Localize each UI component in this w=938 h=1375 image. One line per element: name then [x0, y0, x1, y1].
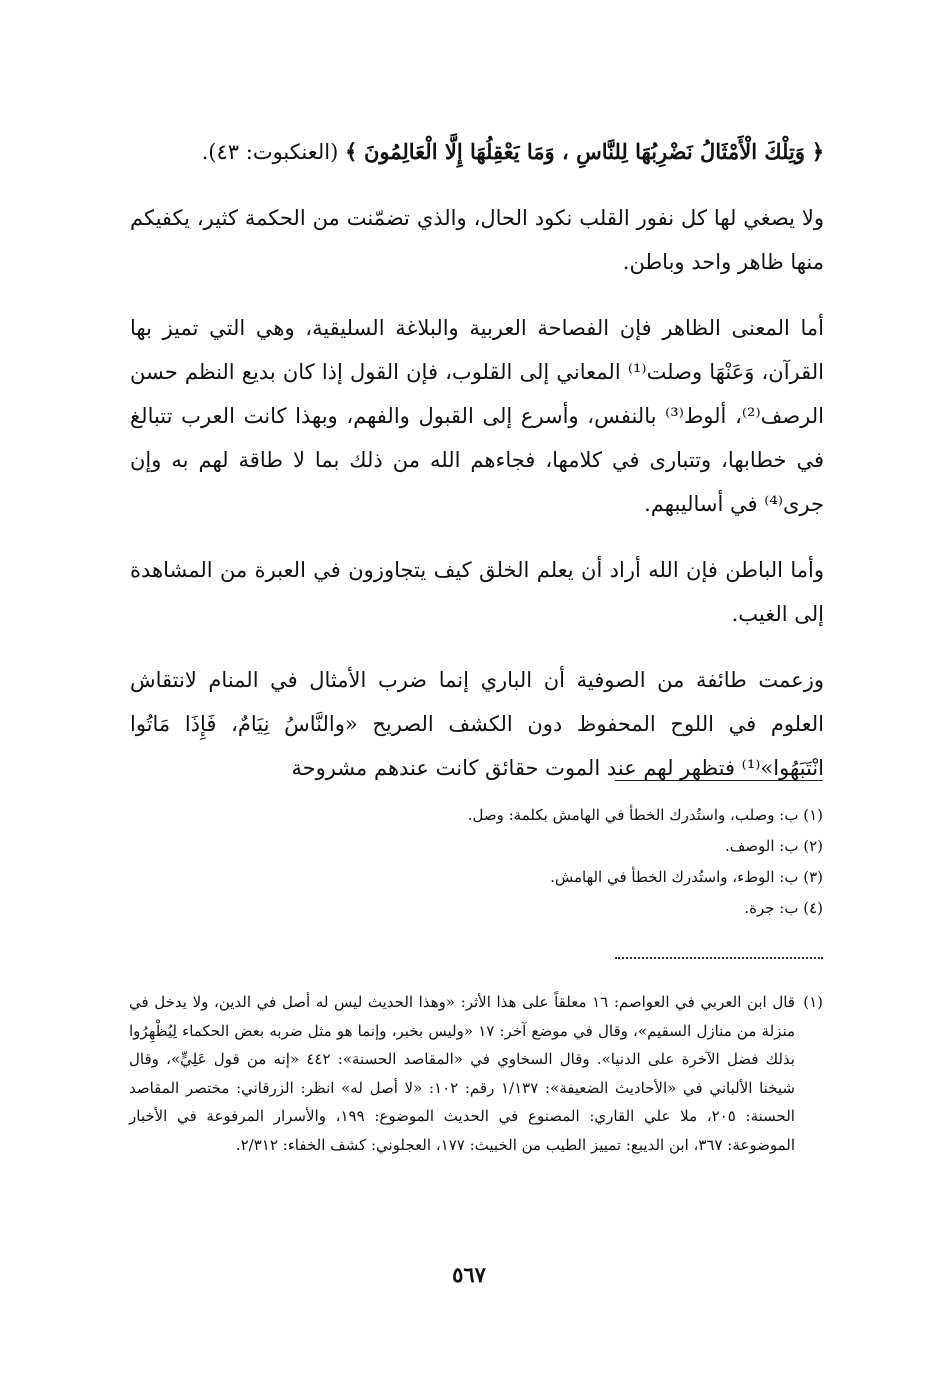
paragraph-4: وزعمت طائفة من الصوفية أن الباري إنما ضرب الأمثال في المنام لانتقاش العلوم في اللوح المحفوظ دون الكشف الصريح «والنَّاسُ نِيَامٌ، فَإِذَا مَاتُوا انْتَبَهُوا»⁽¹⁾ فتظهر لهم عند الموت حقائق كانت عندهم مشروحة	[130, 668, 824, 780]
page-number: ٥٦٧	[452, 1262, 486, 1287]
verse-open-bracket: ﴿	[811, 139, 824, 164]
verse-reference: (العنكبوت: ٤٣).	[201, 140, 339, 164]
footnote-2: (٢) ب: الوصف.	[724, 837, 823, 855]
manuscript-footnotes	[133, 800, 823, 924]
footnote-4: (٤) ب: جرة.	[744, 899, 823, 917]
footnote-separator	[615, 780, 823, 781]
editor-footnote-number: (١)	[803, 993, 823, 1011]
paragraph-1: ولا يصغي لها كل نفور القلب نكود الحال، والذي تضمّنت من الحكمة كثير، يكفيكم منها ظاهر واحد وباطن.	[130, 206, 824, 274]
main-text	[130, 130, 824, 812]
verse-text: وَتِلْكَ الْأَمْثَالُ نَضْرِبُهَا لِلنَّاسِ ، وَمَا يَعْقِلُهَا إِلَّا الْعَالِمُونَ	[363, 139, 805, 164]
quran-verse	[130, 130, 824, 174]
paragraph-3: وأما الباطن فإن الله أراد أن يعلم الخلق كيف يتجاوزون في العبرة من المشاهدة إلى الغيب.	[130, 558, 824, 626]
dotted-separator	[615, 957, 823, 959]
editor-footnote-text: قال ابن العربي في العواصم: ١٦ معلقاً على هذا الأثر: «وهذا الحديث ليس له أصل في الدين، ولا يدخل في منزلة من منازل السقيم»، وقال في موضع آخر: ١٧ «وليس بخبر، وإنما هو مثل ضربه بعض الحكماء لِيُظْهِرُوا بذلك فضل الآخرة على الدنيا». وقال السخاوي في «المقاصد الحسنة»: ٤٤٢ «إنه من قول عَلِيٍّ»، وقال شيخنا الألباني في «الأحاديث الضعيفة»: ١/١٣٧ رقم: ١٠٢: «لا أصل له» انظر: الزرقاني: مختصر المقاصد الحسنة: ٢٠٥، ملا علي القاري: المصنوع في الحديث الموضوع: ١٩٩، والأسرار المرفوعة في الأخبار الموضوعة: ٣٦٧، ابن الديبع: تمييز الطيب من الخبيث: ١٧٧، العجلوني: كشف الخفاء: ٢/٣١٢.	[129, 993, 796, 1154]
editor-footnote	[129, 988, 823, 1159]
footnote-1: (١) ب: وصلب، واستُدرك الخطأ في الهامش بكلمة: وصل.	[467, 806, 823, 824]
footnote-3: (٣) ب: الوطء، واستُدرك الخطأ في الهامش.	[550, 868, 823, 886]
verse-close-bracket: ﴾	[344, 139, 358, 164]
paragraph-2: أما المعنى الظاهر فإن الفصاحة العربية والبلاغة السليقية، وهي التي تميز بها القرآن، وَعَنْهَا وصلت⁽¹⁾ المعاني إلى القلوب، فإن القول إذا كان بديع النظم حسن الرصف⁽²⁾، ألوط⁽³⁾ بالنفس، وأسرع إلى القبول والفهم، وبهذا كانت العرب تتبالغ في خطابها، وتتبارى في كلامها، فجاءهم الله من ذلك بما لا طاقة لهم به وإن جرى⁽⁴⁾ في أساليبهم.	[130, 316, 824, 516]
